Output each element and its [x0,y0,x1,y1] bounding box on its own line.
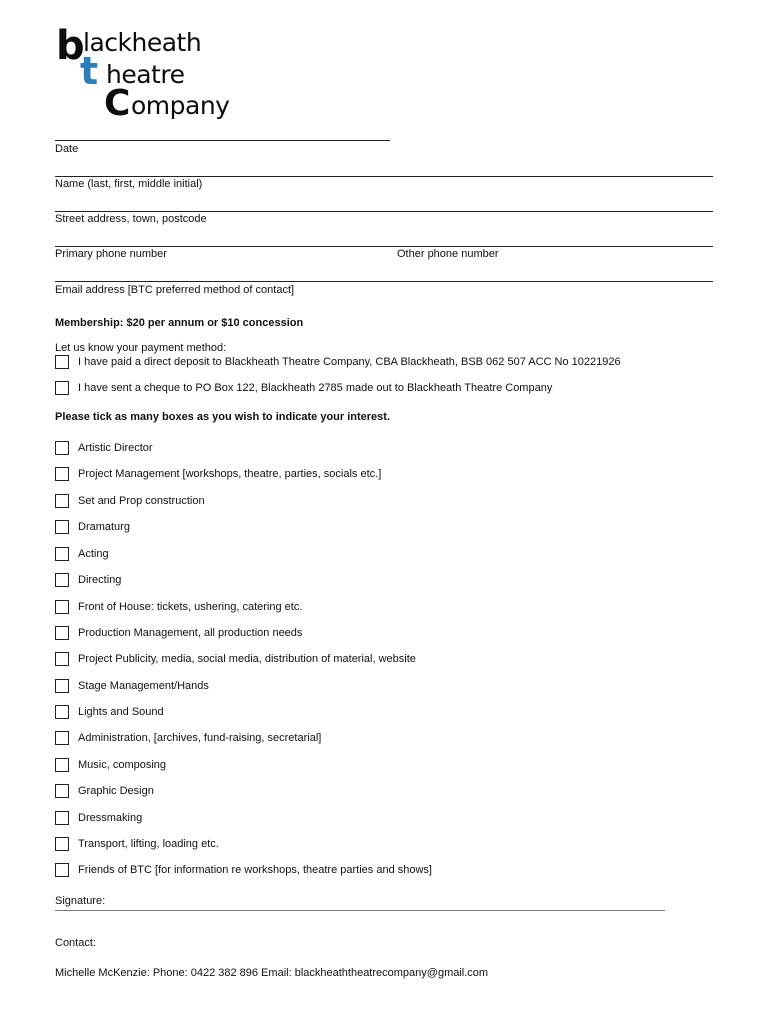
interest-checkbox-set-prop[interactable] [55,494,69,508]
interests-heading: Please tick as many boxes as you wish to indicate your interest. [55,411,391,423]
interest-checkbox-dramaturg[interactable] [55,520,69,534]
street-label: Street address, town, postcode [55,213,207,225]
interest-label-graphic-design: Graphic Design [78,785,154,797]
interest-label-music: Music, composing [78,759,167,771]
interest-checkbox-administration[interactable] [55,731,69,745]
interest-checkbox-project-management[interactable] [55,467,69,481]
direct-deposit-label: I have paid a direct deposit to Blackheath Theatre Company, CBA Blackheath, BSB 062 507 ACC No 10221926 [78,356,621,368]
interest-label-production-management: Production Management, all production needs [78,627,303,639]
interest-label-transport: Transport, lifting, loading etc. [78,838,219,850]
interest-checkbox-front-of-house[interactable] [55,600,69,614]
interest-checkbox-music[interactable] [55,758,69,772]
name-label: Name (last, first, middle initial) [55,178,203,190]
interest-label-lights-sound: Lights and Sound [78,706,164,718]
interest-checkbox-publicity[interactable] [55,652,69,666]
interest-checkbox-transport[interactable] [55,837,69,851]
date-field-line[interactable] [55,140,390,141]
interest-label-administration: Administration, [archives, fund-raising, secretarial] [78,732,322,744]
interest-label-friends: Friends of BTC [for information re workshops, theatre parties and shows] [78,864,432,876]
interest-label-directing: Directing [78,574,122,586]
interest-checkbox-dressmaking[interactable] [55,811,69,825]
interest-label-dramaturg: Dramaturg [78,521,130,533]
cheque-checkbox[interactable] [55,381,69,395]
primary-phone-label: Primary phone number [55,248,167,260]
email-label: Email address [BTC preferred method of contact] [55,284,295,296]
interest-label-artistic-director: Artistic Director [78,442,153,454]
logo-line-2: heatre [106,60,185,89]
logo-line-1: lackheath [83,28,202,57]
interest-label-set-prop: Set and Prop construction [78,495,205,507]
interest-label-front-of-house: Front of House: tickets, ushering, catering etc. [78,601,303,613]
other-phone-label: Other phone number [397,248,499,260]
interest-label-dressmaking: Dressmaking [78,812,143,824]
interest-checkbox-acting[interactable] [55,547,69,561]
interest-checkbox-lights-sound[interactable] [55,705,69,719]
contact-label: Contact: [55,937,96,949]
logo-initial-b: b [56,23,85,69]
interest-checkbox-artistic-director[interactable] [55,441,69,455]
interest-label-stage-management: Stage Management/Hands [78,680,209,692]
interest-label-project-management: Project Management [workshops, theatre, parties, socials etc.] [78,468,382,480]
interest-label-acting: Acting [78,548,109,560]
street-field-line[interactable] [55,211,713,212]
cheque-label: I have sent a cheque to PO Box 122, Blackheath 2785 made out to Blackheath Theatre Company [78,382,553,394]
email-field-line[interactable] [55,281,713,282]
interest-checkbox-production-management[interactable] [55,626,69,640]
logo-initial-t: t [80,49,99,93]
logo-line-3: ompany [131,91,230,120]
payment-method-prompt: Let us know your payment method: [55,342,227,354]
interest-checkbox-stage-management[interactable] [55,679,69,693]
interest-checkbox-friends[interactable] [55,863,69,877]
direct-deposit-checkbox[interactable] [55,355,69,369]
phone-field-line[interactable] [55,246,713,247]
interest-label-publicity: Project Publicity, media, social media, distribution of material, website [78,653,416,665]
interest-checkbox-graphic-design[interactable] [55,784,69,798]
name-field-line[interactable] [55,176,713,177]
logo-initial-c: C [104,83,131,124]
signature-label: Signature: [55,895,106,907]
interest-checkbox-directing[interactable] [55,573,69,587]
signature-line[interactable] [55,910,665,911]
date-label: Date [55,143,79,155]
contact-details: Michelle McKenzie: Phone: 0422 382 896 Email: blackheaththeatrecompany@gmail.com [55,967,489,979]
membership-heading: Membership: $20 per annum or $10 concession [55,317,304,329]
